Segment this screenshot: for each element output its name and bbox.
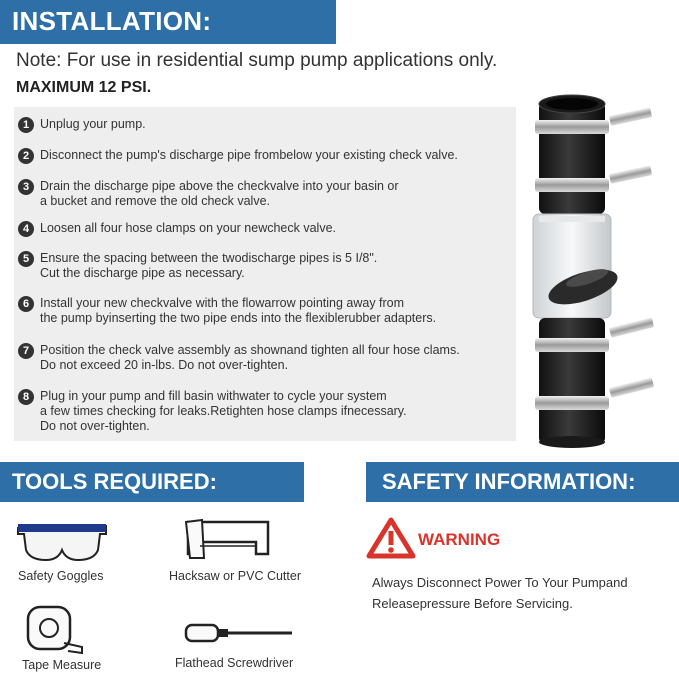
step-number: 3 (18, 179, 34, 195)
step-text: Ensure the spacing between the twodischarge pipes is 5 I/8". (40, 251, 378, 265)
screwdriver-icon (184, 622, 296, 644)
installation-title: INSTALLATION: (12, 6, 212, 36)
installation-steps-panel (14, 107, 516, 441)
step-text: Do not over-tighten. (40, 419, 150, 433)
step-text: Install your new checkvalve with the flowarrow pointing away from (40, 296, 405, 310)
step-text: Do not exceed 20 in-lbs. Do not over-tighten. (40, 358, 289, 372)
residential-note: Note: For use in residential sump pump applications only. (16, 50, 498, 71)
step-text: Cut the discharge pipe as necessary. (40, 266, 245, 280)
tool-label-tape: Tape Measure (22, 658, 102, 672)
max-psi-note: MAXIMUM 12 PSI. (16, 79, 152, 96)
warning-label: WARNING (418, 530, 501, 549)
step-text: Drain the discharge pipe above the checkvalve into your basin or (40, 179, 399, 193)
step-number: 6 (18, 296, 34, 312)
step-number: 2 (18, 148, 34, 164)
step-text: the pump byinserting the two pipe ends into the flexiblerubber adapters. (40, 311, 437, 325)
safety-title: SAFETY INFORMATION: (382, 469, 636, 494)
step-text: Position the check valve assembly as shownand tighten all four hose clams. (40, 343, 460, 357)
tools-banner (0, 462, 304, 502)
tool-label-screwdriver: Flathead Screwdriver (175, 656, 294, 670)
safety-banner (366, 462, 679, 502)
tool-label-goggles: Safety Goggles (18, 569, 104, 583)
step-text: a few times checking for leaks.Retighten hose clamps ifnecessary. (40, 404, 407, 418)
safety-goggles-icon (16, 520, 108, 564)
tools-title: TOOLS REQUIRED: (12, 469, 217, 494)
check-valve-illustration (525, 92, 675, 452)
tape-measure-icon (24, 603, 84, 655)
tool-label-hacksaw: Hacksaw or PVC Cutter (169, 569, 301, 583)
step-text: a bucket and remove the old check valve. (40, 194, 270, 208)
step-number: 4 (18, 221, 34, 237)
step-text: Unplug your pump. (40, 117, 146, 131)
step-text: Loosen all four hose clamps on your newcheck valve. (40, 221, 336, 235)
step-text: Disconnect the pump's discharge pipe frombelow your existing check valve. (40, 148, 458, 162)
hacksaw-icon (184, 516, 272, 560)
safety-text-line1: Always Disconnect Power To Your Pumpand (372, 575, 628, 590)
installation-banner (0, 0, 336, 44)
step-number: 7 (18, 343, 34, 359)
warning-triangle-icon (366, 516, 416, 560)
step-number: 5 (18, 251, 34, 267)
safety-text-line2: Releasepressure Before Servicing. (372, 596, 573, 611)
step-text: Plug in your pump and fill basin withwater to cycle your system (40, 389, 387, 403)
step-number: 1 (18, 117, 34, 133)
step-number: 8 (18, 389, 34, 405)
